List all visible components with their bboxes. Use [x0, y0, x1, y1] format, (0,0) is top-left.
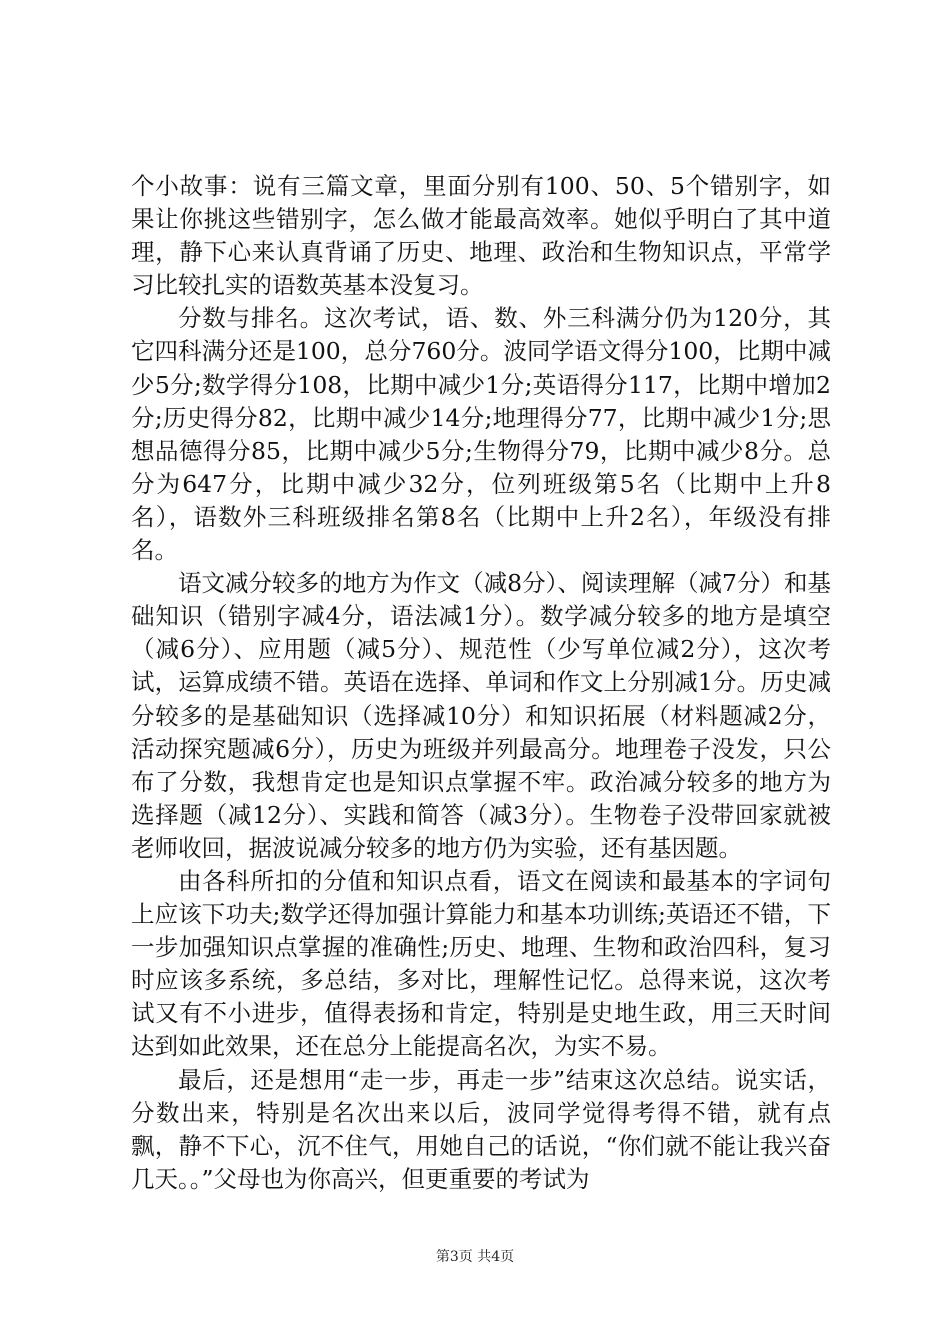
paragraph-conclusion: 最后，还是想用“走一步，再走一步”结束这次总结。说实话，分数出来，特别是名次出来以后，波同学觉得考得不错，就有点飘，静不下心，沉不住气，用她自己的话说，“你们就不能让我兴奋几天。。”父母也为你高兴，但更重要的考试为 — [131, 1065, 831, 1193]
paragraph-analysis: 由各科所扣的分值和知识点看，语文在阅读和最基本的字词句上应该下功夫;数学还得加强计算能力和基本功训练;英语还不错，下一步加强知识点掌握的准确性;历史、地理、生物和政治四科，复习时应该多系统，多总结，多对比，理解性记忆。总得来说，这次考试又有不小进步，值得表扬和肯定，特别是史地生政，用三天时间达到如此效果，还在总分上能提高名次，为实不易。 — [131, 866, 831, 1061]
document-body — [131, 170, 831, 1196]
paragraph-continuation: 个小故事：说有三篇文章，里面分别有100、50、5个错别字，如果让你挑这些错别字，怎么做才能最高效率。她似乎明白了其中道理，静下心来认真背诵了历史、地理、政治和生物知识点，平常学习比较扎实的语数英基本没复习。 — [131, 172, 831, 300]
paragraph-deductions: 语文减分较多的地方为作文（减8分）、阅读理解（减7分）和基础知识（错别字减4分，语法减1分）。数学减分较多的地方是填空（减6分）、应用题（减5分）、规范性（少写单位减2分），这次考试，运算成绩不错。英语在选择、单词和作文上分别减1分。历史减分较多的是基础知识（选择减10分）和知识拓展（材料题减2分，活动探究题减6分），历史为班级并列最高分。地理卷子没发，只公布了分数，我想肯定也是知识点掌握不牢。政治减分较多的地方为选择题（减12分）、实践和简答（减3分）。生物卷子没带回家就被老师收回，据波说减分较多的地方仍为实验，还有基因题。 — [131, 569, 831, 862]
paragraph-scores-ranking: 分数与排名。这次考试，语、数、外三科满分仍为120分，其它四科满分还是100，总分760分。波同学语文得分100，比期中减少5分;数学得分108，比期中减少1分;英语得分117，比期中增加2分;历史得分82，比期中减少14分;地理得分77，比期中减少1分;思想品德得分85，比期中减少5分;生物得分79，比期中减少8分。总分为647分，比期中减少32分，位列班级第5名（比期中上升8名），语数外三科班级排名第8名（比期中上升2名），年级没有排名。 — [131, 304, 831, 565]
page-number-footer: 第3页 共4页 — [435, 1249, 515, 1265]
